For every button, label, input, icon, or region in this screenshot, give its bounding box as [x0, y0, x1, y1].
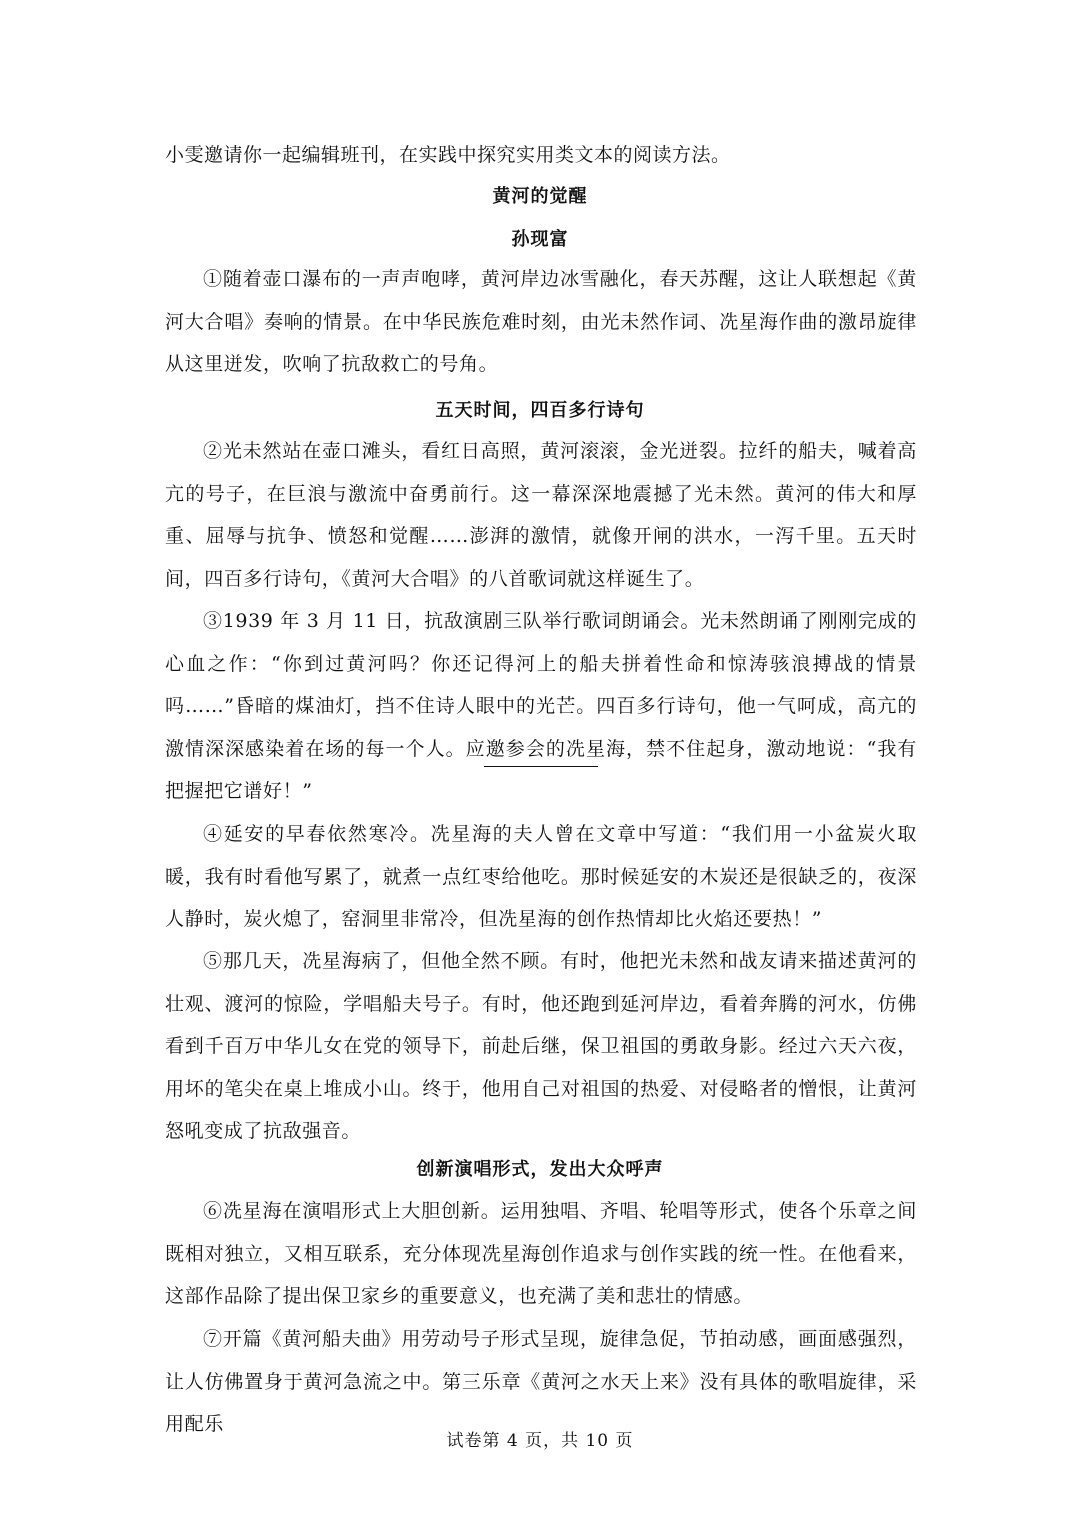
paragraph-3: ③1939 年 3 月 11 日，抗敌演剧三队举行歌词朗诵会。光未然朗诵了刚刚完成的心血之作：“你到过黄河吗？你还记得河上的船夫拼着性命和惊涛骇浪搏战的情景吗……”昏暗的煤油灯，挡不住诗人眼中的光芒。四百多行诗句，他一气呵成，高亢的激情深深感染着在场的每一个人。应邀参会的冼星海，禁不住起身，激动地说：“我有把握把它谱好！” — [165, 610, 917, 802]
fill-in-blank-line — [484, 766, 598, 767]
paragraph-7: ⑦开篇《黄河船夫曲》用劳动号子形式呈现，旋律急促，节拍动感，画面感强烈，让人仿佛置身于黄河急流之中。第三乐章《黄河之水天上来》没有具体的歌唱旋律，采用配乐 — [165, 1328, 917, 1435]
article-title: 黄河的觉醒 — [492, 186, 588, 207]
page-footer: 试卷第 4 页，共 10 页 — [446, 1431, 634, 1451]
article-author: 孙现富 — [511, 229, 569, 250]
paragraph-4: ④延安的早春依然寒冷。冼星海的夫人曾在文章中写道：“我们用一小盆炭火取暖，我有时看他写累了，就煮一点红枣给他吃。那时候延安的木炭还是很缺乏的，夜深人静时，炭火熄了，窑洞里非常冷，但冼星海的创作热情却比火焰还要热！” — [165, 823, 917, 930]
subheading-innovation: 创新演唱形式，发出大众呼声 — [416, 1159, 664, 1180]
intro-text: 小雯邀请你一起编辑班刊，在实践中探究实用类文本的阅读方法。 — [165, 144, 731, 166]
paragraph-6: ⑥冼星海在演唱形式上大胆创新。运用独唱、齐唱、轮唱等形式，使各个乐章之间既相对独立，又相互联系，充分体现冼星海创作追求与创作实践的统一性。在他看来，这部作品除了提出保卫家乡的重要意义，也充满了美和悲壮的情感。 — [165, 1200, 917, 1307]
paragraph-1: ①随着壶口瀑布的一声声咆哮，黄河岸边冰雪融化，春天苏醒，这让人联想起《黄河大合唱》奏响的情景。在中华民族危难时刻，由光未然作词、冼星海作曲的激昂旋律从这里迸发，吹响了抗敌救亡的号角。 — [165, 268, 917, 375]
paragraph-5: ⑤那几天，冼星海病了，但他全然不顾。有时，他把光未然和战友请来描述黄河的壮观、渡河的惊险，学唱船夫号子。有时，他还跑到延河岸边，看着奔腾的河水，仿佛看到千百万中华儿女在党的领导下，前赴后继，保卫祖国的勇敢身影。经过六天六夜，用坏的笔尖在桌上堆成小山。终于，他用自己对祖国的热爱、对侵略者的憎恨，让黄河怒吼变成了抗敌强音。 — [165, 950, 917, 1142]
paragraph-2: ②光未然站在壶口滩头，看红日高照，黄河滚滚，金光迸裂。拉纤的船夫，喊着高亢的号子，在巨浪与激流中奋勇前行。这一幕深深地震撼了光未然。黄河的伟大和厚重、屈辱与抗争、愤怒和觉醒……澎湃的激情，就像开闸的洪水，一泻千里。五天时间，四百多行诗句，《黄河大合唱》的八首歌词就这样诞生了。 — [165, 440, 917, 590]
subheading-five-days: 五天时间，四百多行诗句 — [435, 400, 645, 421]
